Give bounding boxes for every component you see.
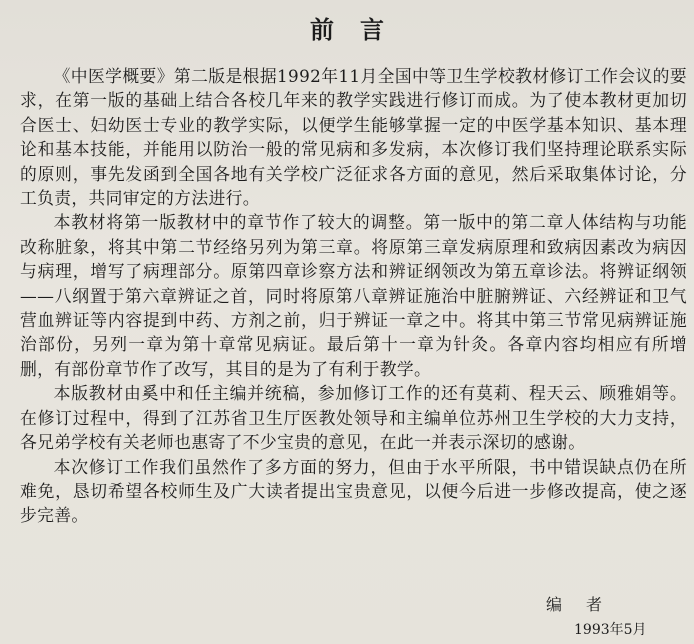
editor-signature: 编者	[546, 595, 627, 614]
document-date: 1993年5月	[574, 622, 647, 638]
paragraph-3: 本版教材由奚中和任主编并统稿，参加修订工作的还有莫莉、程天云、顾雅娟等。在修订过程中，得到了江苏省卫生厅医教处领导和主编单位苏州卫生学校的大力支持，各兄弟学校有关老师也惠寄了不少宝贵的意见，在此一并表示深切的感谢。	[20, 383, 687, 453]
preface-body	[20, 64, 687, 528]
page-title: 前言	[310, 15, 410, 44]
paragraph-4: 本次修订工作我们虽然作了多方面的努力，但由于水平所限，书中错误缺点仍在所难免，恳切希望各校师生及广大读者提出宝贵意见，以便今后进一步修改提高，使之逐步完善。	[20, 456, 687, 526]
paragraph-1: 《中医学概要》第二版是根据1992年11月全国中等卫生学校教材修订工作会议的要求，在第一版的基础上结合各校几年来的教学实践进行修订而成。为了使本教材更加切合医士、妇幼医士专业的教学实际，以便学生能够掌握一定的中医学基本知识、基本理论和基本技能，并能用以防治一般的常见病和多发病，本次修订我们坚持理论联系实际的原则，事先发函到全国各地有关学校广泛征求各方面的意见，然后采取集体讨论，分工负责，共同审定的方法进行。	[20, 66, 687, 209]
paragraph-2: 本教材将第一版教材中的章节作了较大的调整。第一版中的第二章人体结构与功能改称脏象，将其中第二节经络另列为第三章。将原第三章发病原理和致病因素改为病因与病理，增写了病理部分。原第四章诊察方法和辨证纲领改为第五章诊法。将辨证纲领——八纲置于第六章辨证之首，同时将原第八章辨证施治中脏腑辨证、六经辨证和卫气营血辨证等内容提到中药、方剂之前，归于辨证一章之中。将其中第三节常见病辨证施治部份，另列一章为第十章常见病证。最后第十一章为针灸。各章内容均相应有所增删，有部份章节作了改写，其目的是为了有利于教学。	[20, 212, 687, 379]
